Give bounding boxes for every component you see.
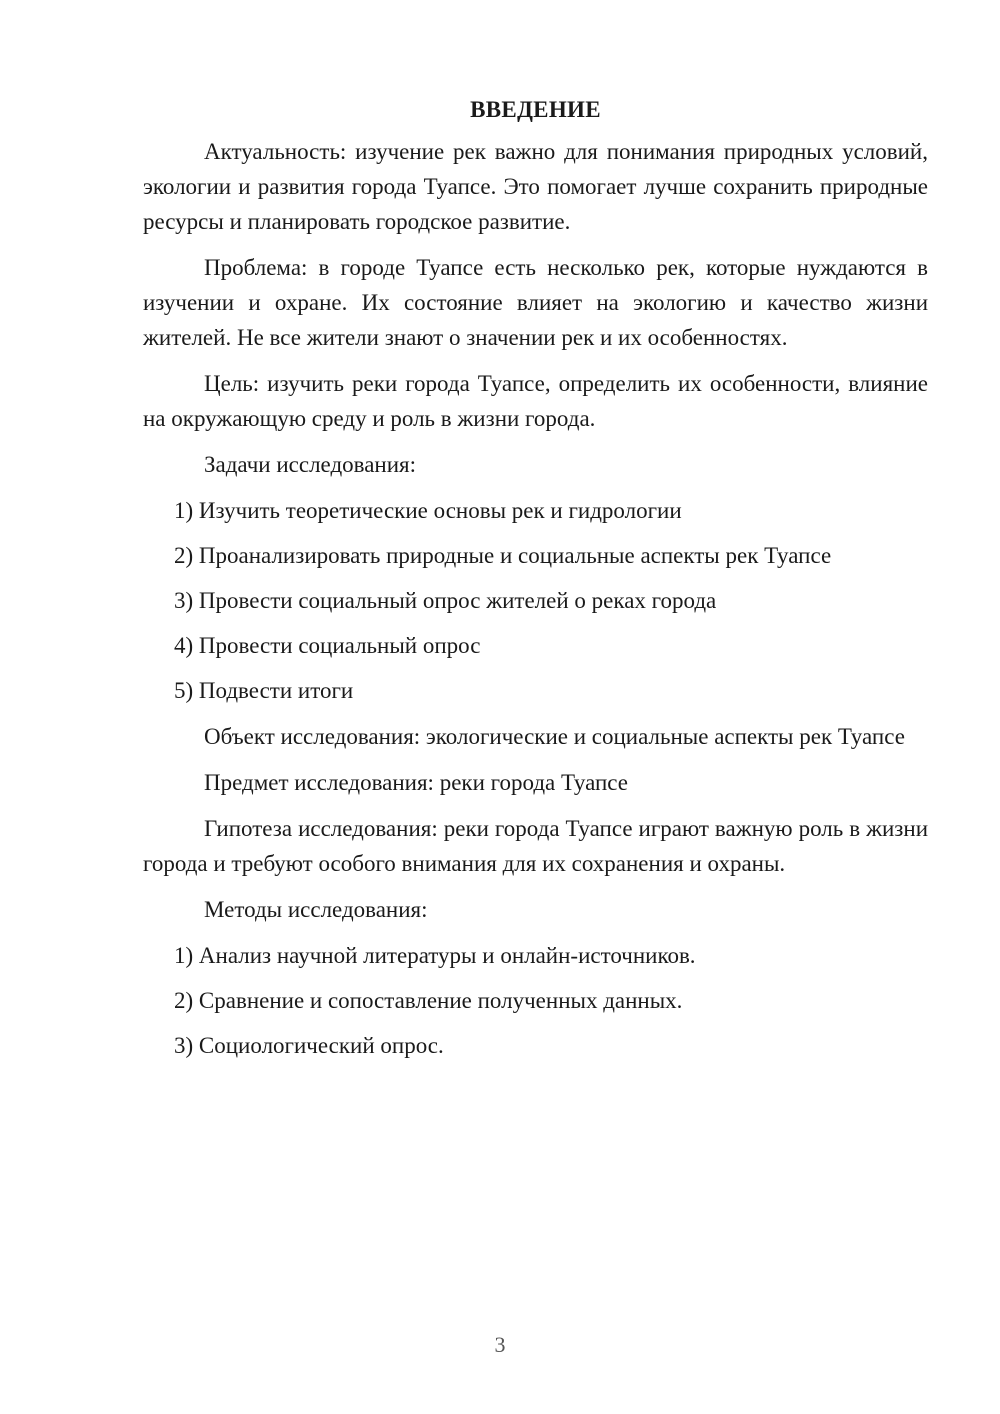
list-item: 1) Анализ научной литературы и онлайн-источников. (174, 943, 696, 968)
methods-list (143, 938, 928, 1063)
list-item: 4) Провести социальный опрос (174, 633, 481, 658)
document-page (143, 88, 928, 1074)
methods-heading: Методы исследования: (204, 897, 428, 922)
tasks-heading: Задачи исследования: (204, 452, 417, 477)
relevance-paragraph: Актуальность: изучение рек важно для понимания природных условий, экологии и развития города Туапсе. Это помогает лучше сохранить природные ресурсы и планировать городское развитие. (143, 139, 928, 234)
list-item: 3) Провести социальный опрос жителей о реках города (174, 588, 717, 613)
list-item: 1) Изучить теоретические основы рек и гидрологии (174, 498, 682, 523)
list-item: 3) Социологический опрос. (174, 1033, 444, 1058)
goal-paragraph: Цель: изучить реки города Туапсе, определить их особенности, влияние на окружающую среду и роль в жизни города. (143, 371, 928, 431)
problem-paragraph: Проблема: в городе Туапсе есть несколько рек, которые нуждаются в изучении и охране. Их состояние влияет на экологию и качество жизни жителей. Не все жители знают о значении рек и их особенностях. (143, 255, 928, 350)
hypothesis-paragraph: Гипотеза исследования: реки города Туапсе играют важную роль в жизни города и требуют особого внимания для их сохранения и охраны. (143, 816, 928, 876)
object-paragraph: Объект исследования: экологические и социальные аспекты рек Туапсе (204, 724, 905, 749)
section-title: ВВЕДЕНИЕ (470, 97, 601, 122)
list-item: 5) Подвести итоги (174, 678, 354, 703)
list-item: 2) Проанализировать природные и социальные аспекты рек Туапсе (174, 543, 832, 568)
tasks-list (143, 493, 928, 708)
page-number: 3 (494, 1332, 506, 1357)
subject-paragraph: Предмет исследования: реки города Туапсе (204, 770, 629, 795)
list-item: 2) Сравнение и сопоставление полученных данных. (174, 988, 683, 1013)
